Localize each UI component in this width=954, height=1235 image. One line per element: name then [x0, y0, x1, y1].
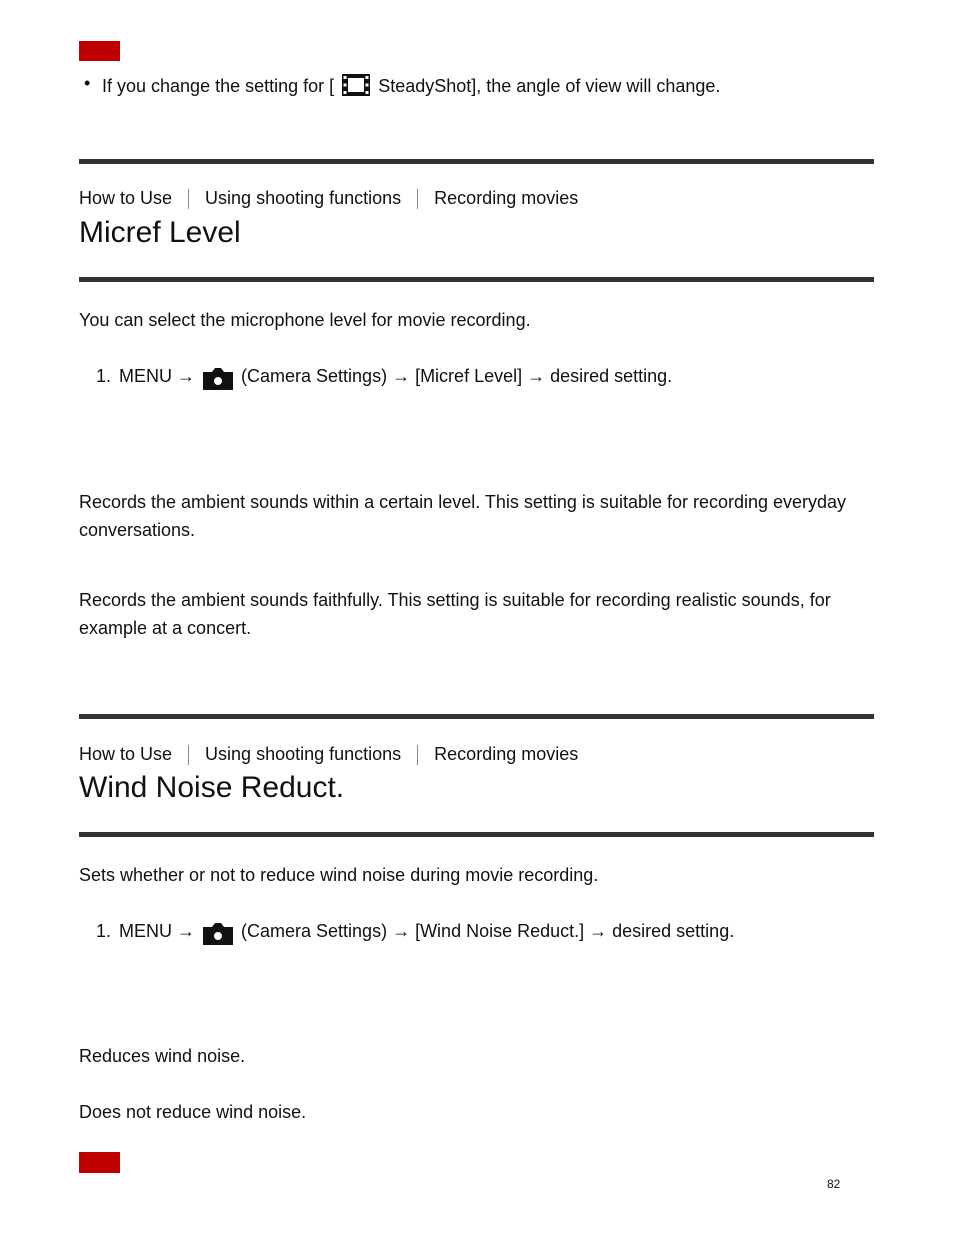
- section-divider: [79, 277, 874, 282]
- breadcrumb-separator: [188, 189, 189, 209]
- movie-film-icon: [342, 74, 370, 96]
- camera-icon: [203, 923, 233, 945]
- section-divider: [79, 159, 874, 164]
- intro-text: You can select the microphone level for movie recording.: [79, 310, 531, 330]
- step-number: 1.: [96, 921, 112, 941]
- step-text-before: MENU →: [119, 921, 196, 941]
- note-marker: [79, 41, 120, 61]
- breadcrumb-separator: [417, 745, 418, 765]
- step-text-after: (Camera Settings) → [Wind Noise Reduct.] → desired setting.: [241, 921, 735, 941]
- breadcrumb: [79, 744, 578, 765]
- breadcrumb-link-recording-movies[interactable]: Recording movies: [434, 188, 579, 208]
- page-title: Micref Level: [79, 216, 241, 249]
- intro-text: Sets whether or not to reduce wind noise during movie recording.: [79, 865, 599, 885]
- note-bullet: •: [84, 73, 91, 93]
- note-text-before: If you change the setting for [: [102, 76, 335, 96]
- breadcrumb-link-recording-movies[interactable]: Recording movies: [434, 744, 579, 764]
- note-text-after: SteadyShot], the angle of view will change.: [378, 76, 721, 96]
- note-marker: [79, 1152, 120, 1173]
- option-description: Records the ambient sounds faithfully. This setting is suitable for recording realistic sounds, for example at a concert.: [79, 590, 831, 638]
- page-title: Wind Noise Reduct.: [79, 771, 345, 804]
- breadcrumb: [79, 188, 578, 209]
- option-description: Does not reduce wind noise.: [79, 1102, 307, 1122]
- breadcrumb-link-how-to-use[interactable]: How to Use: [79, 188, 173, 208]
- section-divider: [79, 714, 874, 719]
- breadcrumb-link-shooting-functions[interactable]: Using shooting functions: [205, 188, 402, 208]
- step-text-after: (Camera Settings) → [Micref Level] → desired setting.: [241, 366, 673, 386]
- breadcrumb-separator: [417, 189, 418, 209]
- breadcrumb-link-shooting-functions[interactable]: Using shooting functions: [205, 744, 402, 764]
- breadcrumb-link-how-to-use[interactable]: How to Use: [79, 744, 173, 764]
- breadcrumb-separator: [188, 745, 189, 765]
- step-number: 1.: [96, 366, 112, 386]
- option-description: Reduces wind noise.: [79, 1046, 246, 1066]
- section-divider: [79, 832, 874, 837]
- step-item: [96, 917, 734, 945]
- option-description: Records the ambient sounds within a certain level. This setting is suitable for recording everyday conversations.: [79, 492, 847, 540]
- page-number: 82: [827, 1177, 841, 1191]
- camera-icon: [203, 368, 233, 390]
- step-item: [96, 362, 672, 390]
- note-text: [102, 70, 720, 100]
- step-text-before: MENU →: [119, 366, 196, 386]
